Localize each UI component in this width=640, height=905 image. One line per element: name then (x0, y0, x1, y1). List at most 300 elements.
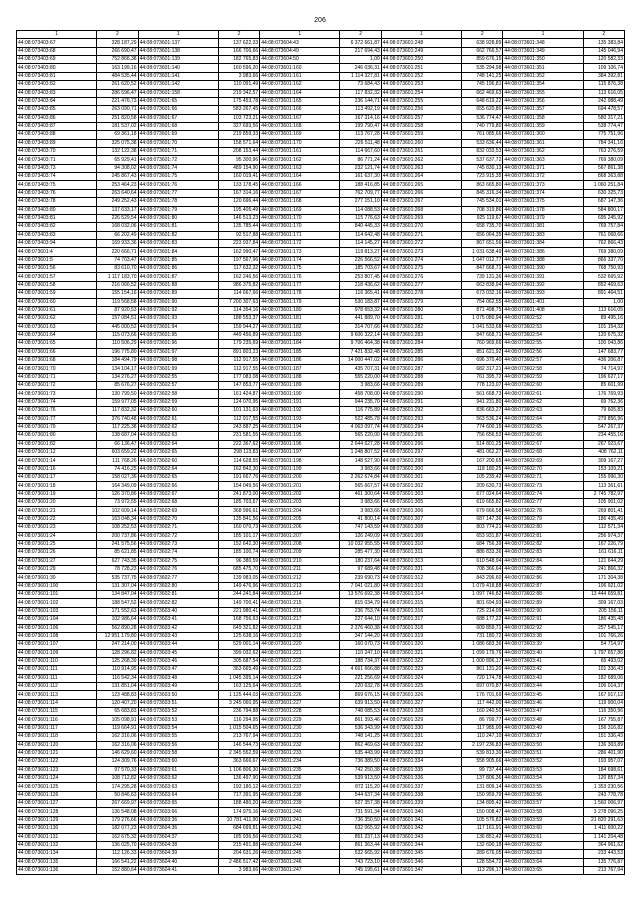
cadastral-value-cell: 113 492,19 (340, 106, 381, 114)
cadastral-number-cell: 44:08:073601:198 (260, 457, 340, 465)
table-row (17, 599, 625, 607)
cadastral-value-cell: 696 370,40 (462, 357, 503, 365)
table-row (17, 156, 625, 164)
cadastral-number-cell: 44:08:073603:43 (503, 674, 583, 682)
cadastral-value-cell: 2 644 627,28 (340, 440, 381, 448)
cadastral-value-cell: 1 041 533,68 (462, 323, 503, 331)
cadastral-number-cell: 44:08:073601:167 (260, 189, 340, 197)
cadastral-value-cell: 648 619,22 (462, 97, 503, 105)
cadastral-value-cell: 399 032,62 (218, 649, 259, 657)
cadastral-value-cell: 279 856,96 (583, 415, 624, 423)
cadastral-number-cell: 44:08:073601:190 (260, 390, 340, 398)
cadastral-number-cell: 44:08:073601:140 (138, 64, 218, 72)
cadastral-number-cell: 44:08:073601:183 (260, 331, 340, 339)
cadastral-value-cell: 136 851,42 (462, 833, 503, 841)
cadastral-value-cell: 167 200,65 (462, 457, 503, 465)
cadastral-number-cell: 44:08:073601:285 (381, 348, 461, 356)
cadastral-number-cell: 44:08:073601:340 (381, 808, 461, 816)
cadastral-number-cell: 44:08:073602:72 (138, 532, 218, 540)
cadastral-number-cell: 44:08:073603:40 (138, 607, 218, 615)
cadastral-number-cell: 44:08:073601:214 (260, 591, 340, 599)
cadastral-number-cell: 44:08:073403:78 (17, 198, 97, 206)
cadastral-value-cell: 188 734,37 (340, 657, 381, 665)
cadastral-number-cell: 44:08:073601:80 (138, 214, 218, 222)
cadastral-value-cell: 79 605,83 (583, 407, 624, 415)
cadastral-value-cell: 171 304,38 (583, 574, 624, 582)
table-row (17, 557, 625, 565)
cadastral-number-cell: 44:08:073601:191 (260, 398, 340, 406)
cadastral-number-cell: 44:08:073601:171 (260, 231, 340, 239)
table-row (17, 148, 625, 156)
cadastral-value-cell: 185 703,67 (340, 265, 381, 273)
cadastral-value-cell: 134 104,17 (97, 365, 138, 373)
cadastral-value-cell: 124 309,76 (97, 758, 138, 766)
cadastral-value-cell: 851 621,92 (462, 348, 503, 356)
cadastral-value-cell: 155 154,16 (97, 290, 138, 298)
cadastral-value-cell: 83 610,70 (97, 265, 138, 273)
cadastral-number-cell: 44:08:073602:56 (503, 348, 583, 356)
cadastral-number-cell: 44:08:073601:199 (260, 465, 340, 473)
cadastral-value-cell: 152 880,64 (97, 866, 138, 874)
cadastral-number-cell: 44:08:073602:79 (503, 515, 583, 523)
cadastral-number-cell: 44:08:073601:308 (381, 524, 461, 532)
cadastral-value-cell: 529 001,14 (218, 641, 259, 649)
cadastral-number-cell: 44:08:073601:62 (17, 315, 97, 323)
cadastral-value-cell: 132 690,18 (462, 841, 503, 849)
table-row (17, 239, 625, 247)
cadastral-number-cell: 44:08:073601:335 (381, 766, 461, 774)
cadastral-number-cell: 44:08:073601:328 (381, 708, 461, 716)
cadastral-value-cell: 244 241,84 (218, 591, 259, 599)
cadastral-value-cell: 102 986,64 (97, 616, 138, 624)
cadastral-number-cell: 44:08:073601:125 (17, 783, 97, 791)
table-row (17, 507, 625, 515)
column-header: 2 (218, 31, 259, 39)
cadastral-value-cell: 269 801,41 (583, 507, 624, 515)
cadastral-value-cell: 218 436,62 (340, 281, 381, 289)
cadastral-number-cell: 44:08:073601:29 (17, 566, 97, 574)
cadastral-value-cell: 298 113,83 (218, 448, 259, 456)
cadastral-value-cell: 285 477,30 (340, 549, 381, 557)
cadastral-number-cell: 44:08:073403:83 (17, 231, 97, 239)
cadastral-value-cell: 763 276,59 (583, 148, 624, 156)
cadastral-value-cell: 944 235,70 (340, 398, 381, 406)
cadastral-number-cell: 44:08:073601:232 (260, 741, 340, 749)
cadastral-number-cell: 44:08:073604:37 (138, 833, 218, 841)
cadastral-number-cell: 44:08:073601:278 (381, 290, 461, 298)
cadastral-number-cell: 44:08:073601:224 (260, 674, 340, 682)
cadastral-value-cell: 119 568,58 (97, 298, 138, 306)
cadastral-number-cell: 44:08:073601:220 (260, 641, 340, 649)
cadastral-number-cell: 44:08:073601:325 (381, 683, 461, 691)
cadastral-value-cell: 836 663,27 (462, 407, 503, 415)
cadastral-number-cell: 44:08:073601:255 (381, 97, 461, 105)
cadastral-value-cell: 266 690,47 (97, 47, 138, 55)
cadastral-number-cell: 44:08:073601:350 (503, 56, 583, 64)
cadastral-number-cell: 44:08:073601:185 (260, 348, 340, 356)
cadastral-value-cell: 761 395,72 (462, 373, 503, 381)
cadastral-value-cell: 136 497,90 (218, 774, 259, 782)
cadastral-number-cell: 44:08:073601:141 (138, 72, 218, 80)
cadastral-value-cell: 119 664,91 (97, 724, 138, 732)
cadastral-value-cell: 117 985,00 (462, 724, 503, 732)
cadastral-value-cell: 101 766,26 (583, 632, 624, 640)
cadastral-value-cell: 113 616,05 (583, 306, 624, 314)
cadastral-number-cell: 44:08:073601:184 (260, 340, 340, 348)
cadastral-number-cell: 44:08:073601:261 (381, 148, 461, 156)
cadastral-value-cell: 148 527,90 (340, 457, 381, 465)
cadastral-number-cell: 44:08:073601:161 (260, 72, 340, 80)
cadastral-number-cell: 44:08:073602:68 (138, 499, 218, 507)
cadastral-value-cell: 1 117 183,70 (97, 273, 138, 281)
cadastral-number-cell: 44:08:073602:54 (503, 331, 583, 339)
column-header: 2 (97, 31, 138, 39)
cadastral-number-cell: 44:08:073603:64 (503, 858, 583, 866)
cadastral-number-cell: 44:08:073601:339 (381, 800, 461, 808)
table-row (17, 724, 625, 732)
cadastral-value-cell: 239 690,73 (340, 574, 381, 582)
cadastral-number-cell: 44:08:073601:386 (503, 248, 583, 256)
cadastral-number-cell: 44:08:073403:75 (17, 181, 97, 189)
cadastral-value-cell: 110 247,10 (340, 649, 381, 657)
cadastral-number-cell: 44:08:073602:89 (503, 599, 583, 607)
cadastral-number-cell: 44:08:073601:70 (17, 365, 97, 373)
cadastral-value-cell: 655 620,80 (462, 106, 503, 114)
cadastral-value-cell: 69 361,18 (97, 131, 138, 139)
cadastral-value-cell: 186 435,48 (583, 616, 624, 624)
cadastral-value-cell: 231 581,55 (218, 432, 259, 440)
cadastral-number-cell: 44:08:073602:67 (503, 440, 583, 448)
cadastral-number-cell: 44:08:073601:223 (260, 666, 340, 674)
cadastral-number-cell: 44:08:073603:61 (503, 833, 583, 841)
cadastral-number-cell: 44:08:073601:196 (260, 440, 340, 448)
cadastral-number-cell: 44:08:073601:66 (138, 106, 218, 114)
cadastral-number-cell: 44:08:073602:67 (138, 490, 218, 498)
cadastral-number-cell: 44:08:073601:186 (260, 357, 340, 365)
table-row (17, 691, 625, 699)
cadastral-number-cell: 44:08:073601:194 (260, 423, 340, 431)
cadastral-value-cell: 65 929,41 (97, 156, 138, 164)
cadastral-number-cell: 44:08:073604:40 (138, 858, 218, 866)
cadastral-value-cell: 3 245 060,95 (218, 699, 259, 707)
cadastral-value-cell: 131 809,14 (462, 783, 503, 791)
cadastral-value-cell: 847 668,71 (462, 265, 503, 273)
cadastral-number-cell: 44:08:073602:82 (503, 540, 583, 548)
cadastral-number-cell: 44:08:073602:90 (503, 607, 583, 615)
cadastral-value-cell: 325 075,38 (97, 139, 138, 147)
cadastral-number-cell: 44:08:073602:69 (138, 507, 218, 515)
cadastral-number-cell: 44:08:073602:81 (138, 591, 218, 599)
cadastral-number-cell: 44:08:073601:23 (17, 524, 97, 532)
cadastral-number-cell: 44:08:073601:110 (17, 657, 97, 665)
cadastral-number-cell: 44:08:073601:101 (17, 591, 97, 599)
cadastral-number-cell: 44:08:073603:58 (138, 749, 218, 757)
table-row (17, 616, 625, 624)
cadastral-value-cell: 221 980,41 (218, 607, 259, 615)
table-row (17, 641, 625, 649)
cadastral-number-cell: 44:08:073403:74 (17, 173, 97, 181)
cadastral-value-cell: 941 231,80 (462, 398, 503, 406)
cadastral-value-cell: 673 032,16 (462, 290, 503, 298)
cadastral-number-cell: 44:08:073601:64 (17, 331, 97, 339)
cadastral-value-cell: 768 750,93 (583, 265, 624, 273)
cadastral-number-cell: 44:08:073601:27 (17, 557, 97, 565)
cadastral-number-cell: 44:08:073403:82 (17, 81, 97, 89)
cadastral-number-cell: 44:08:073601:99 (138, 365, 218, 373)
cadastral-value-cell: 85 676,27 (97, 382, 138, 390)
cadastral-number-cell: 44:08:073602:85 (503, 566, 583, 574)
cadastral-number-cell: 44:08:073602:84 (503, 557, 583, 565)
cadastral-number-cell: 44:08:073602:73 (503, 482, 583, 490)
cadastral-value-cell: 113 361,61 (583, 482, 624, 490)
table-row (17, 223, 625, 231)
cadastral-value-cell: 725 214,09 (462, 607, 503, 615)
cadastral-number-cell: 44:08:073601:79 (138, 206, 218, 214)
cadastral-value-cell: 112 917,55 (218, 415, 259, 423)
cadastral-value-cell: 1 015 504,65 (218, 724, 259, 732)
cadastral-value-cell: 1 060 251,84 (583, 181, 624, 189)
table-row (17, 649, 625, 657)
cadastral-number-cell: 44:08:073602:77 (138, 574, 218, 582)
cadastral-number-cell: 44:08:073601:286 (381, 357, 461, 365)
cadastral-number-cell: 44:08:073601:384 (503, 239, 583, 247)
cadastral-value-cell: 1,00 (340, 56, 381, 64)
cadastral-value-cell: 662 469,63 (462, 89, 503, 97)
cadastral-value-cell: 684 756,39 (462, 540, 503, 548)
table-row (17, 733, 625, 741)
cadastral-number-cell: 44:08:073602:64 (138, 440, 218, 448)
cadastral-number-cell: 44:08:073601:72 (138, 156, 218, 164)
cadastral-number-cell: 44:08:073602:65 (138, 448, 218, 456)
cadastral-number-cell: 44:08:073603:57 (503, 800, 583, 808)
table-row (17, 89, 625, 97)
cadastral-value-cell: 92 517,88 (218, 231, 259, 239)
cadastral-value-cell: 139 983,05 (218, 574, 259, 582)
cadastral-number-cell: 44:08:073603:43 (138, 632, 218, 640)
cadastral-value-cell: 774 600,15 (462, 423, 503, 431)
cadastral-number-cell: 44:08:073602:65 (503, 423, 583, 431)
cadastral-value-cell: 150 959,79 (462, 791, 503, 799)
cadastral-value-cell: 861 363,44 (340, 841, 381, 849)
cadastral-value-cell: 21 820 291,63 (583, 816, 624, 824)
cadastral-value-cell: 153 109,21 (583, 465, 624, 473)
cadastral-number-cell: 44:08:073601:63 (17, 323, 97, 331)
cadastral-value-cell: 4 063 097,74 (340, 423, 381, 431)
cadastral-number-cell: 44:08:073603:47 (138, 666, 218, 674)
cadastral-value-cell: 246 036,31 (340, 64, 381, 72)
cadastral-number-cell: 44:08:073602:58 (138, 390, 218, 398)
cadastral-value-cell: 3 983,66 (340, 465, 381, 473)
cadastral-number-cell: 44:08:073603:37 (503, 733, 583, 741)
cadastral-number-cell: 44:08:073604:39 (138, 850, 218, 858)
cadastral-value-cell: 289 676,05 (462, 850, 503, 858)
cadastral-value-cell: 249 252,43 (97, 198, 138, 206)
cadastral-number-cell: 44:08:073601:172 (260, 239, 340, 247)
cadastral-value-cell: 538 774,47 (583, 122, 624, 130)
cadastral-number-cell: 44:08:073403:82 (17, 223, 97, 231)
cadastral-number-cell: 44:08:073601:173 (260, 248, 340, 256)
cadastral-number-cell: 44:08:073603:55 (138, 733, 218, 741)
cadastral-number-cell: 44:08:073601:168 (260, 198, 340, 206)
cadastral-value-cell: 925 119,67 (462, 214, 503, 222)
cadastral-value-cell: 131 851,04 (97, 683, 138, 691)
cadastral-number-cell: 44:08:073603:42 (138, 624, 218, 632)
cadastral-value-cell: 176 769,93 (583, 390, 624, 398)
cadastral-number-cell: 44:08:073602:65 (138, 474, 218, 482)
cadastral-number-cell: 44:08:073601:313 (381, 582, 461, 590)
cadastral-value-cell: 748 141,25 (340, 733, 381, 741)
cadastral-number-cell: 44:08:073601:79 (17, 423, 97, 431)
cadastral-value-cell: 54 714,97 (583, 641, 624, 649)
cadastral-number-cell: 44:08:073601:94 (138, 323, 218, 331)
cadastral-value-cell: 169 933,36 (97, 239, 138, 247)
cadastral-value-cell: 861 131,20 (462, 666, 503, 674)
cadastral-value-cell: 199 790,47 (340, 122, 381, 130)
cadastral-value-cell: 1 560 006,97 (583, 800, 624, 808)
cadastral-number-cell: 44:08:073601:237 (260, 783, 340, 791)
table-row (17, 432, 625, 440)
cadastral-value-cell: 1 086 683,36 (462, 641, 503, 649)
cadastral-value-cell: 109 106,74 (583, 64, 624, 72)
cadastral-number-cell: 44:08:073603:47 (503, 708, 583, 716)
cadastral-number-cell: 44:08:073601:74 (17, 398, 97, 406)
cadastral-number-cell: 44:08:073603:56 (138, 741, 218, 749)
cadastral-number-cell: 44:08:073601:231 (260, 733, 340, 741)
cadastral-value-cell: 167 917,12 (583, 691, 624, 699)
cadastral-number-cell: 44:08:073601:294 (381, 423, 461, 431)
cadastral-value-cell: 161 637,30 (340, 173, 381, 181)
cadastral-value-cell: 182 765,83 (218, 56, 259, 64)
cadastral-value-cell: 731 591,34 (340, 808, 381, 816)
cadastral-number-cell: 44:08:073601:300 (381, 465, 461, 473)
cadastral-value-cell: 166 706,66 (218, 47, 259, 55)
cadastral-number-cell: 44:08:073601:21 (17, 507, 97, 515)
cadastral-number-cell: 44:08:073601:120 (17, 741, 97, 749)
cadastral-number-cell: 44:08:073602:70 (138, 515, 218, 523)
cadastral-value-cell: 226 566,52 (340, 256, 381, 264)
cadastral-number-cell: 44:08:073601:166 (260, 181, 340, 189)
cadastral-number-cell: 44:08:073601:357 (503, 106, 583, 114)
cadastral-value-cell: 868 363,88 (583, 173, 624, 181)
cadastral-value-cell: 188 547,52 (97, 599, 138, 607)
cadastral-number-cell: 44:08:073602:80 (138, 582, 218, 590)
cadastral-value-cell: 232 121,74 (340, 164, 381, 172)
cadastral-value-cell: 687 147,36 (462, 515, 503, 523)
cadastral-number-cell: 44:08:073601:279 (381, 298, 461, 306)
cadastral-number-cell: 44:08:073603:63 (138, 783, 218, 791)
cadastral-number-cell: 44:08:073601:68 (17, 357, 97, 365)
cadastral-number-cell: 44:08:073601:236 (260, 774, 340, 782)
table-row (17, 683, 625, 691)
table-row (17, 340, 625, 348)
cadastral-value-cell: 630 325,73 (583, 189, 624, 197)
cadastral-number-cell: 44:08:073601:216 (260, 607, 340, 615)
cadastral-number-cell: 44:08:073601:90 (138, 298, 218, 306)
cadastral-value-cell: 120 675,32 (583, 331, 624, 339)
cadastral-number-cell: 44:08:073601:30 (17, 574, 97, 582)
cadastral-number-cell: 44:08:073602:80 (503, 524, 583, 532)
cadastral-value-cell: 535 294,98 (462, 64, 503, 72)
table-row (17, 749, 625, 757)
cadastral-number-cell: 44:08:073601:361 (503, 139, 583, 147)
cadastral-number-cell: 44:08:073603:45 (138, 649, 218, 657)
cadastral-value-cell: 236 753,74 (340, 607, 381, 615)
cadastral-number-cell: 44:08:073601:68 (138, 122, 218, 130)
cadastral-number-cell: 44:08:073602:81 (503, 532, 583, 540)
cadastral-value-cell: 96 380,59 (218, 557, 259, 565)
cadastral-number-cell: 44:08:073601:249 (381, 47, 461, 55)
table-row (17, 716, 625, 724)
table-row (17, 281, 625, 289)
table-row (17, 298, 625, 306)
table-row (17, 499, 625, 507)
cadastral-number-cell: 44:08:073403:76 (17, 189, 97, 197)
table-row (17, 850, 625, 858)
cadastral-number-cell: 44:08:073601:258 (381, 122, 461, 130)
cadastral-number-cell: 44:08:073601:251 (381, 64, 461, 72)
cadastral-number-cell: 44:08:073601:363 (503, 156, 583, 164)
column-header: 2 (462, 31, 503, 39)
cadastral-value-cell: 778 123,07 (462, 382, 503, 390)
cadastral-value-cell: 154 049,56 (218, 482, 259, 490)
cadastral-value-cell: 171 552,63 (97, 607, 138, 615)
cadastral-number-cell: 44:08:073601:267 (381, 198, 461, 206)
cadastral-value-cell: 185 101,17 (218, 532, 259, 540)
cadastral-number-cell: 44:08:073601:254 (381, 89, 461, 97)
cadastral-value-cell: 112 571,34 (583, 524, 624, 532)
table-row (17, 122, 625, 130)
cadastral-value-cell: 1 045 395,14 (218, 674, 259, 682)
cadastral-number-cell: 44:08:073602:60 (138, 457, 218, 465)
cadastral-number-cell: 44:08:073601:346 (381, 858, 461, 866)
cadastral-value-cell: 720 174,78 (462, 674, 503, 682)
cadastral-value-cell: 73 684,43 (340, 81, 381, 89)
cadastral-value-cell: 986 375,82 (218, 281, 259, 289)
cadastral-value-cell: 717 391,95 (218, 791, 259, 799)
cadastral-value-cell: 3 983,66 (218, 72, 259, 80)
table-row (17, 64, 625, 72)
cadastral-number-cell: 44:08:073601:263 (381, 164, 461, 172)
cadastral-value-cell: 756 656,53 (462, 432, 503, 440)
cadastral-number-cell: 44:08:073601:282 (381, 323, 461, 331)
cadastral-value-cell: 536 774,47 (462, 114, 503, 122)
cadastral-value-cell: 609 859,71 (462, 624, 503, 632)
cadastral-number-cell: 44:08:073601:59 (17, 290, 97, 298)
cadastral-number-cell: 44:08:073601:65 (17, 340, 97, 348)
cadastral-value-cell: 133 178,45 (218, 181, 259, 189)
cadastral-number-cell: 44:08:073601:265 (381, 181, 461, 189)
cadastral-value-cell: 137 806,36 (462, 774, 503, 782)
table-row (17, 774, 625, 782)
cadastral-value-cell: 539 913,50 (340, 774, 381, 782)
cadastral-number-cell: 44:08:073601:313 (381, 557, 461, 565)
cadastral-value-cell: 539 813,30 (462, 749, 503, 757)
cadastral-number-cell: 44:08:073601:303 (381, 490, 461, 498)
table-row (17, 198, 625, 206)
table-row (17, 323, 625, 331)
cadastral-number-cell: 44:08:073601:103 (17, 607, 97, 615)
table-row (17, 390, 625, 398)
cadastral-number-cell: 44:08:073601:291 (381, 398, 461, 406)
cadastral-number-cell: 44:08:073601:257 (381, 114, 461, 122)
cadastral-value-cell: 174 975,16 (218, 808, 259, 816)
cadastral-number-cell: 44:08:073601:167 (260, 114, 340, 122)
cadastral-number-cell: 44:08:073601:5 (17, 256, 97, 264)
table-row (17, 348, 625, 356)
cadastral-value-cell: 160 070,73 (340, 641, 381, 649)
cadastral-number-cell: 44:08:073602:86 (503, 574, 583, 582)
cadastral-number-cell: 44:08:073403:83 (17, 89, 97, 97)
